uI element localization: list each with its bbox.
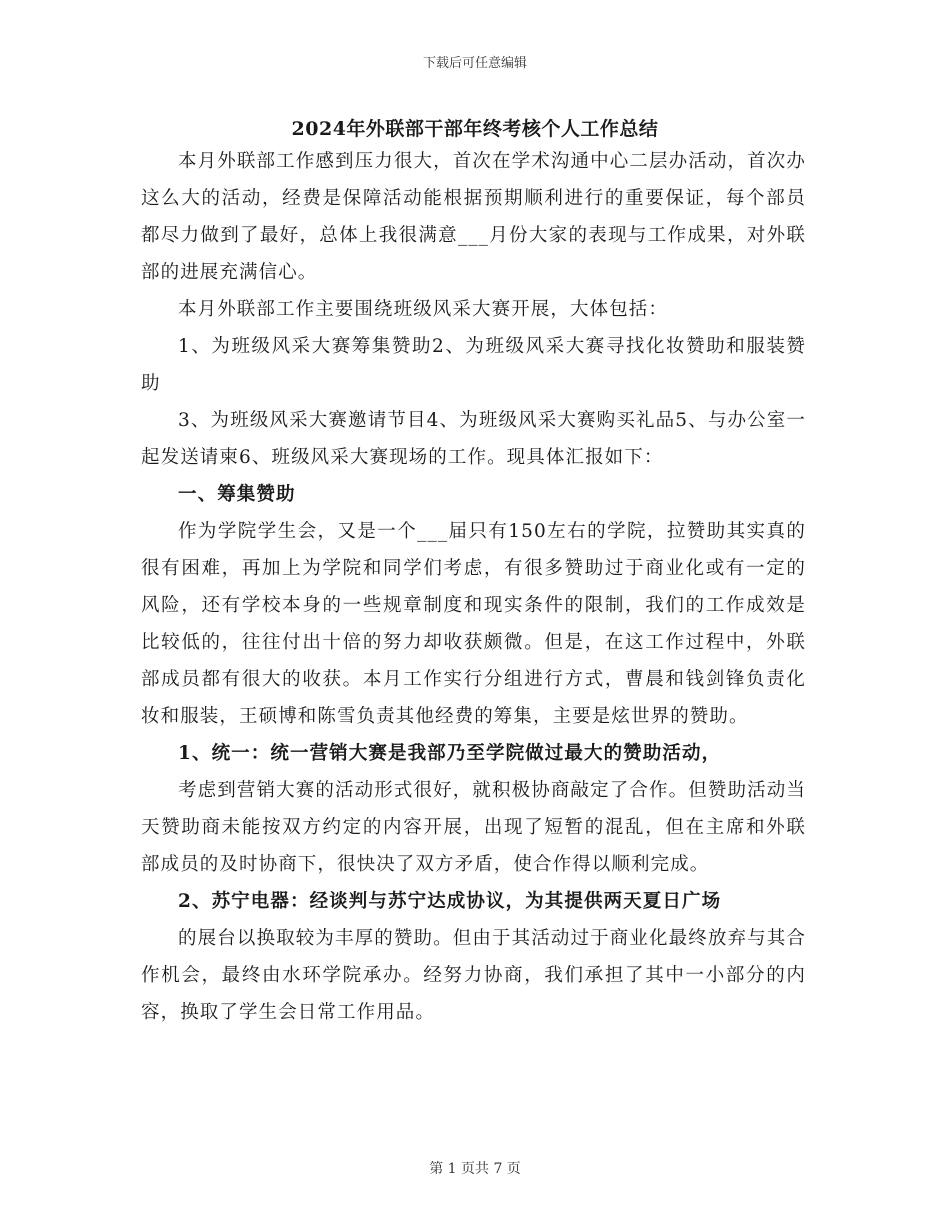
document-body <box>141 143 806 1031</box>
header-note: 下载后可任意编辑 <box>422 56 527 71</box>
subheading-suning: 2、苏宁电器：经谈判与苏宁达成协议，为其提供两天夏日广场 <box>178 891 722 912</box>
paragraph-intro: 本月外联部工作感到压力很大，首次在学术沟通中心二层办活动，首次办这么大的活动，经费是保障活动能根据预期顺利进行的重要保证，每个部员都尽力做到了最好，总体上我很满意___月份大家的表现与工作成果，对外联部的进展充满信心。 <box>141 151 806 283</box>
paragraph-suning: 的展台以换取较为丰厚的赞助。但由于其活动过于商业化最终放弃与其合作机会，最终由水环学院承办。经努力协商，我们承担了其中一小部分的内容，换取了学生会日常工作用品。 <box>141 928 806 1023</box>
paragraph-overview: 本月外联部工作主要围绕班级风采大赛开展，大体包括： <box>178 299 669 320</box>
document-title: 2024年外联部干部年终考核个人工作总结 <box>291 118 659 140</box>
paragraph-list-2: 3、为班级风采大赛邀请节目4、为班级风采大赛购买礼品5、与办公室一起发送请柬6、班级风采大赛现场的工作。现具体汇报如下： <box>141 410 806 468</box>
subheading-tongyi: 1、统一：统一营销大赛是我部乃至学院做过最大的赞助活动， <box>178 743 722 764</box>
paragraph-sponsorship: 作为学院学生会，又是一个___届只有150左右的学院，拉赞助其实真的很有困难，再加上为学院和同学们考虑，有很多赞助过于商业化或有一定的风险，还有学校本身的一些规章制度和现实条件的限制，我们的工作成效是比较低的，往往付出十倍的努力却收获颇微。但是，在这工作过程中，外联部成员都有很大的收获。本月工作实行分组进行方式，曹晨和钱剑锋负责化妆和服装，王硕博和陈雪负责其他经费的筹集，主要是炫世界的赞助。 <box>141 521 806 727</box>
paragraph-list-1: 1、为班级风采大赛筹集赞助2、为班级风采大赛寻找化妆赞助和服装赞助 <box>141 336 806 394</box>
section-heading-sponsorship: 一、筹集赞助 <box>178 484 296 505</box>
paragraph-tongyi: 考虑到营销大赛的活动形式很好，就积极协商敲定了合作。但赞助活动当天赞助商未能按双方约定的内容开展，出现了短暂的混乱，但在主席和外联部成员的及时协商下，很快决了双方矛盾，使合作得以顺利完成。 <box>141 780 806 875</box>
page-footer: 第 1 页共 7 页 <box>429 1161 521 1177</box>
